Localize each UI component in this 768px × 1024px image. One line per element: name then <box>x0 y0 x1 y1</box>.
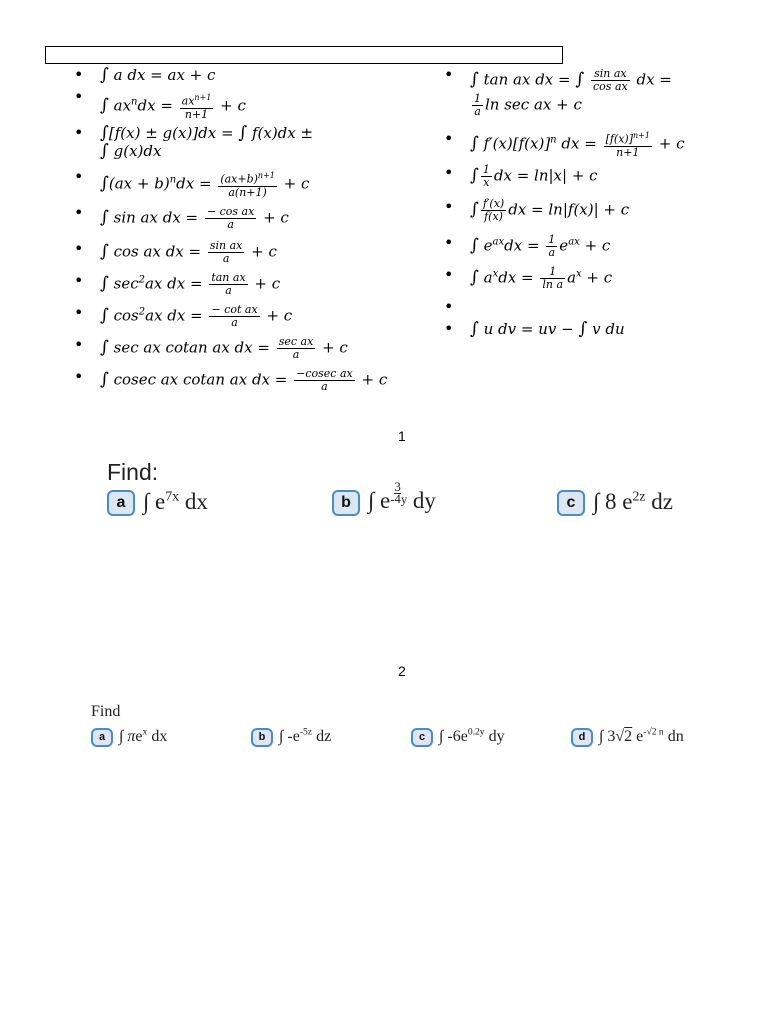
formula-item: • ∫ tan ax dx = ∫ $\frac{\text{sin ax}}{\text{cos ax}}$ dx = $\frac{1}{a}$ ln sec ax + c <box>444 66 754 130</box>
title-box <box>45 46 563 64</box>
formula-item: • ∫ a dx = ax + c <box>74 66 404 88</box>
formula-item: • ∫ $\frac{f'(x)}{f(x)}$ dx = ln|f(x)| + c <box>444 198 754 234</box>
formula-item: • ∫ $ax^ndx$ = $ax^{n+1}$ n+1 + c <box>74 88 404 124</box>
badge-c: c <box>557 490 585 516</box>
formula-item: • ∫ cos ax dx = $\frac{\text{sin ax}}{a}$ + c <box>74 240 404 272</box>
formula-item: • ∫ $\sec^2ax$ dx = $\frac{\text{tan ax}}{a}$ + c <box>74 272 404 304</box>
formula-item: • ∫ $\cos^2ax$ dx = $\frac{\text{− cot ax}}{a}$ + c <box>74 304 404 336</box>
formula-item: • ∫[f(x) ± g(x)]dx = ∫ f(x)dx ± ∫ g(x)dx <box>74 124 404 168</box>
formula-item: • ∫(ax + b)$^n$dx = $\frac{(ax+b)^{n+1}}{a(n+1)}$ + c <box>74 168 404 204</box>
section-number: 2 <box>398 663 406 679</box>
right-formula-list <box>444 66 754 342</box>
left-formula-list <box>74 66 404 400</box>
problem-2a: a ∫ $\pi e^x$ dx <box>91 727 167 747</box>
badge-a: a <box>107 490 135 516</box>
formula-item-empty <box>444 298 754 320</box>
formula-item: • ∫ $f'(x)[f(x)]^n$ dx = $\frac{[f(x)]^{n+1}}{n+1}$ + c <box>444 130 754 164</box>
find-heading: Find: <box>107 459 159 485</box>
problem-1a: a ∫ $e^{7x}$ dx <box>107 488 208 516</box>
badge-a: a <box>91 728 113 747</box>
problem-1b: b ∫ e- $\frac{3}{4}$ y dy <box>332 488 436 516</box>
formula-item: • ∫ $a^xdx$ = $\frac{1}{\text{ln a}}$ $a^x + c$ <box>444 266 754 298</box>
badge-c: c <box>411 728 433 747</box>
badge-b: b <box>251 728 273 747</box>
badge-d: d <box>571 728 593 747</box>
problem-1c: c ∫ 8 $e^{2z}$ dz <box>557 488 673 516</box>
find-heading: Find <box>91 703 121 720</box>
problem-2d: d ∫ 3√2 $e^{-√2 n}$ dn <box>571 727 684 747</box>
formula-item: • ∫ sin ax dx = $\frac{\text{− cos ax}}{a}$ + c <box>74 204 404 240</box>
formula-item: • ∫ cosec ax cotan ax dx = $\frac{\text{−cosec ax}}{a}$ + c <box>74 368 404 400</box>
formula-item: • ∫ u dv = uv − ∫ v du <box>444 320 754 342</box>
formula-item: • ∫ sec ax cotan ax dx = sec ax a + c <box>74 336 404 368</box>
problem-2c: c ∫ $-6e^{0.2y}$ dy <box>411 727 505 747</box>
section-number: 1 <box>398 428 406 444</box>
badge-b: b <box>332 490 360 516</box>
formula-item: • ∫ $\frac{1}{x}$ dx = ln|x| + c <box>444 164 754 198</box>
problem-2b: b ∫ $-e^{-5z}$ dz <box>251 727 331 747</box>
formula-item: • ∫ $e^{ax}dx$ = $\frac{1}{a}$ $e^{ax} + c$ <box>444 234 754 266</box>
